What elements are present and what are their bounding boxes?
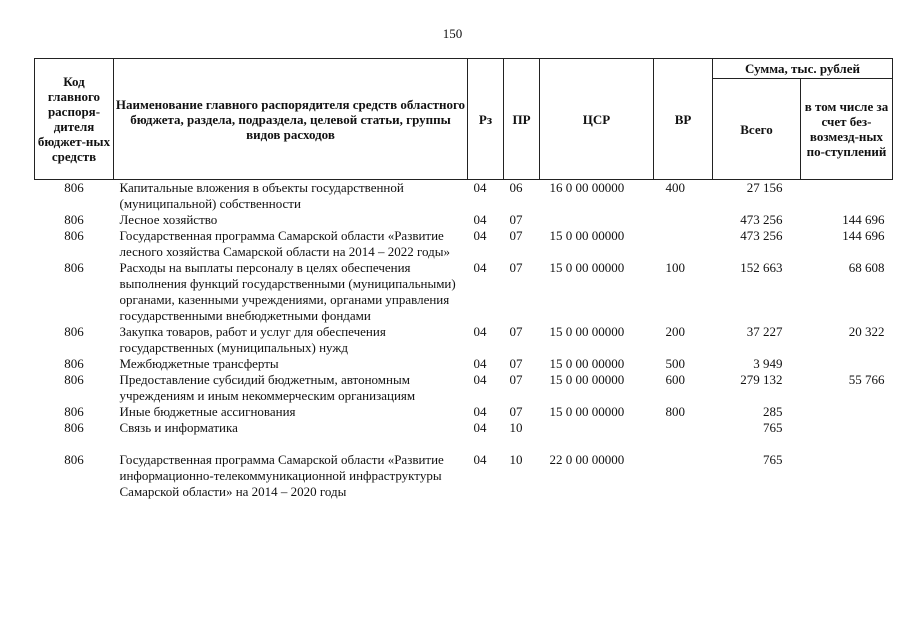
row-total: 279 132: [740, 372, 783, 387]
table-row: [35, 228, 893, 260]
row-total: 765: [763, 420, 783, 435]
header-vr: ВР: [654, 59, 713, 180]
row-code: 806: [64, 260, 84, 275]
row-vr: [654, 420, 713, 436]
row-name: Лесное хозяйство: [119, 212, 218, 227]
row-csr: 15 0 00 00000: [549, 260, 625, 275]
row-total: 27 156: [746, 180, 783, 195]
header-name: Наименование главного распорядителя средств областного бюджета, раздела, подраздела, целевой статьи, группы видов расходов: [114, 59, 468, 180]
row-name: Государственная программа Самарской области «Развитие информационно-телекоммуникационной инфраструктуры Самарской области» на 2014 – 2020 годы: [119, 452, 444, 499]
row-rz: 04: [473, 420, 487, 435]
row-vr: 500: [665, 356, 685, 371]
header-sum: Сумма, тыс. рублей: [713, 59, 893, 79]
row-csr: 15 0 00 00000: [549, 324, 625, 339]
row-name: Иные бюджетные ассигнования: [119, 404, 296, 419]
row-csr: 15 0 00 00000: [549, 228, 625, 243]
table-row: [35, 356, 893, 372]
row-total: 3 949: [753, 356, 783, 371]
row-pr: 07: [509, 212, 523, 227]
row-total: 765: [763, 452, 783, 467]
row-code: 806: [64, 324, 84, 339]
header-free: в том числе за счет без-возмезд-ных по-ступлений: [801, 79, 893, 180]
row-pr: 10: [509, 452, 523, 467]
row-free: 144 696: [842, 212, 885, 227]
row-rz: 04: [473, 452, 487, 467]
row-total: 152 663: [740, 260, 783, 275]
row-free: [801, 452, 893, 500]
header-rz: Рз: [468, 59, 504, 180]
row-code: 806: [64, 228, 84, 243]
row-pr: 07: [509, 404, 523, 419]
row-code: 806: [64, 212, 84, 227]
row-rz: 04: [473, 228, 487, 243]
row-free: 20 322: [848, 324, 885, 339]
row-free: [801, 420, 893, 436]
row-csr: 16 0 00 00000: [549, 180, 625, 195]
row-pr: 07: [509, 372, 523, 387]
row-csr: 22 0 00 00000: [549, 452, 625, 467]
table-row: [35, 372, 893, 404]
table-row: [35, 212, 893, 228]
row-name: Предоставление субсидий бюджетным, автономным учреждениям и иным некоммерческим организациям: [119, 372, 416, 403]
row-rz: 04: [473, 404, 487, 419]
row-rz: 04: [473, 260, 487, 275]
row-vr: 200: [665, 324, 685, 339]
row-pr: 07: [509, 324, 523, 339]
row-total: 285: [763, 404, 783, 419]
row-free: [801, 404, 893, 420]
row-name: Закупка товаров, работ и услуг для обеспечения государственных (муниципальных) нужд: [119, 324, 386, 355]
page-number: 150: [442, 26, 463, 41]
row-total: 473 256: [740, 212, 783, 227]
row-vr: 800: [665, 404, 685, 419]
row-code: 806: [64, 404, 84, 419]
budget-table: [34, 58, 893, 500]
table-row: [35, 180, 893, 213]
table-row: [35, 420, 893, 436]
row-pr: 06: [509, 180, 523, 195]
row-csr: [540, 420, 654, 436]
row-pr: 07: [509, 260, 523, 275]
row-csr: 15 0 00 00000: [549, 404, 625, 419]
table-row: [35, 452, 893, 500]
table-row: [35, 404, 893, 420]
row-code: 806: [64, 180, 84, 195]
table-row: [35, 324, 893, 356]
header-total: Всего: [713, 79, 801, 180]
row-total: 37 227: [746, 324, 783, 339]
row-csr: 15 0 00 00000: [549, 372, 625, 387]
row-vr: 400: [665, 180, 685, 195]
row-free: 55 766: [848, 372, 885, 387]
row-rz: 04: [473, 372, 487, 387]
row-name: Расходы на выплаты персоналу в целях обеспечения выполнения функций государственными (муниципальными) органами, казенными учреждениями, органами управления государственными внебюджетными фондами: [119, 260, 456, 323]
header-csr: ЦСР: [540, 59, 654, 180]
table-spacer: [35, 436, 893, 452]
row-code: 806: [64, 420, 84, 435]
row-csr: 15 0 00 00000: [549, 356, 625, 371]
row-pr: 10: [509, 420, 523, 435]
row-code: 806: [64, 452, 84, 467]
row-rz: 04: [473, 180, 487, 195]
row-free: 68 608: [848, 260, 885, 275]
row-free: [801, 180, 893, 213]
row-total: 473 256: [740, 228, 783, 243]
row-name: Межбюджетные трансферты: [119, 356, 279, 371]
row-csr: [540, 212, 654, 228]
row-vr: [654, 228, 713, 260]
row-vr: 600: [665, 372, 685, 387]
table-row: [35, 260, 893, 324]
header-code: Код главного распоря-дителя бюджет-ных средств: [35, 59, 114, 180]
row-code: 806: [64, 372, 84, 387]
row-free: [801, 356, 893, 372]
row-rz: 04: [473, 324, 487, 339]
row-pr: 07: [509, 356, 523, 371]
row-rz: 04: [473, 356, 487, 371]
row-free: 144 696: [842, 228, 885, 243]
row-name: Связь и информатика: [119, 420, 238, 435]
row-rz: 04: [473, 212, 487, 227]
row-name: Государственная программа Самарской области «Развитие лесного хозяйства Самарской области на 2014 – 2022 годы»: [119, 228, 450, 259]
row-vr: [654, 452, 713, 500]
row-vr: 100: [665, 260, 685, 275]
header-pr: ПР: [504, 59, 540, 180]
row-code: 806: [64, 356, 84, 371]
row-name: Капитальные вложения в объекты государственной (муниципальной) собственности: [119, 180, 404, 211]
row-pr: 07: [509, 228, 523, 243]
row-vr: [654, 212, 713, 228]
